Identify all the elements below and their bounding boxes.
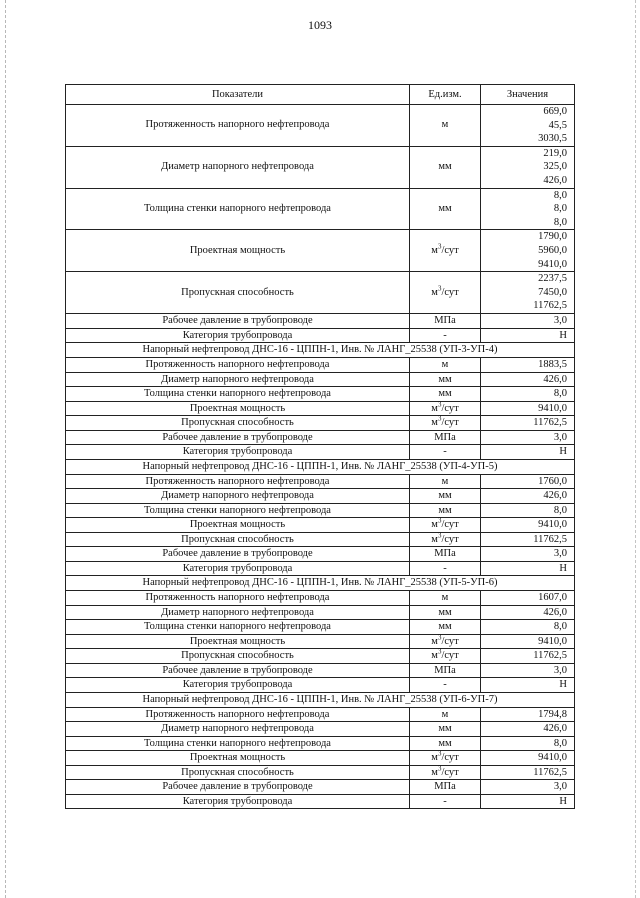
- unit-cell: м: [410, 707, 481, 722]
- header-unit: Ед.изм.: [410, 85, 481, 105]
- table-row: [66, 430, 575, 445]
- value-cell: 426,0: [481, 372, 575, 387]
- table-row: [66, 678, 575, 693]
- unit-cell: $м^3$/сут: [410, 532, 481, 547]
- unit-cell: мм: [410, 146, 481, 188]
- indicator-name: Рабочее давление в трубопроводе: [66, 430, 410, 445]
- value-cell: 11762,5: [481, 532, 575, 547]
- value-cell: 1794,8: [481, 707, 575, 722]
- indicator-name: Проектная мощность: [66, 518, 410, 533]
- values-cell: [481, 328, 575, 343]
- unit-cell: -: [410, 328, 481, 343]
- table-row: [66, 503, 575, 518]
- indicator-name: Пропускная способность: [66, 272, 410, 314]
- value-line: 669,0: [543, 106, 567, 117]
- unit-cell: МПа: [410, 313, 481, 328]
- group-row: [66, 146, 575, 188]
- group-row: [66, 230, 575, 272]
- indicator-name: Протяженность напорного нефтепровода: [66, 105, 410, 147]
- unit-cell: м: [410, 474, 481, 489]
- value-cell: Н: [481, 445, 575, 460]
- indicator-name: Рабочее давление в трубопроводе: [66, 663, 410, 678]
- unit-cell: $м^3$/сут: [410, 416, 481, 431]
- indicator-name: Толщина стенки напорного нефтепровода: [66, 503, 410, 518]
- value-line: 9410,0: [538, 258, 567, 270]
- value-cell: Н: [481, 678, 575, 693]
- unit-cell: мм: [410, 620, 481, 635]
- unit-cell: $м^3$/сут: [410, 518, 481, 533]
- unit-cell: мм: [410, 736, 481, 751]
- indicator-name: Категория трубопровода: [66, 561, 410, 576]
- value-cell: 3,0: [481, 780, 575, 795]
- section-title-row: [66, 576, 575, 591]
- group-row: [66, 272, 575, 314]
- value-cell: 9410,0: [481, 751, 575, 766]
- indicator-name: Толщина стенки напорного нефтепровода: [66, 736, 410, 751]
- indicator-name: Категория трубопровода: [66, 328, 410, 343]
- indicator-name: Проектная мощность: [66, 634, 410, 649]
- value-cell: 426,0: [481, 605, 575, 620]
- value-line: 325,0: [543, 161, 567, 173]
- table-row: [66, 605, 575, 620]
- indicator-name: Рабочее давление в трубопроводе: [66, 313, 410, 328]
- table-row: [66, 358, 575, 373]
- indicator-name: Толщина стенки напорного нефтепровода: [66, 188, 410, 230]
- section-title: Напорный нефтепровод ДНС-16 - ЦППН-1, Инв. № ЛАНГ_25538 (УП-3-УП-4): [66, 343, 575, 358]
- unit-cell: мм: [410, 605, 481, 620]
- value-line: 45,5: [548, 119, 567, 131]
- value-cell: Н: [481, 794, 575, 809]
- indicator-name: Рабочее давление в трубопроводе: [66, 780, 410, 795]
- indicator-name: Диаметр напорного нефтепровода: [66, 605, 410, 620]
- value-line: 3,0: [553, 314, 567, 326]
- value-cell: 3,0: [481, 663, 575, 678]
- value-line: 11762,5: [533, 300, 567, 312]
- section-title-row: [66, 343, 575, 358]
- table-row: [66, 445, 575, 460]
- value-cell: 9410,0: [481, 401, 575, 416]
- values-cell: [481, 313, 575, 328]
- value-line: Н: [559, 329, 567, 341]
- value-cell: 11762,5: [481, 765, 575, 780]
- table-row: [66, 489, 575, 504]
- values-cell: [481, 105, 575, 147]
- value-cell: 426,0: [481, 722, 575, 737]
- table-row: [66, 532, 575, 547]
- indicator-name: Диаметр напорного нефтепровода: [66, 146, 410, 188]
- table-row: [66, 634, 575, 649]
- value-line: 1790,0: [538, 231, 567, 243]
- indicator-name: Протяженность напорного нефтепровода: [66, 707, 410, 722]
- unit-cell: $м^3$/сут: [410, 230, 481, 272]
- unit-cell: МПа: [410, 663, 481, 678]
- value-cell: 1607,0: [481, 591, 575, 606]
- section-title: Напорный нефтепровод ДНС-16 - ЦППН-1, Инв. № ЛАНГ_25538 (УП-6-УП-7): [66, 692, 575, 707]
- unit-cell: $м^3$/сут: [410, 272, 481, 314]
- table-row: [66, 372, 575, 387]
- unit-cell: $м^3$/сут: [410, 765, 481, 780]
- values-cell: [481, 146, 575, 188]
- value-cell: 11762,5: [481, 416, 575, 431]
- indicator-name: Рабочее давление в трубопроводе: [66, 547, 410, 562]
- unit-cell: $м^3$/сут: [410, 634, 481, 649]
- value-cell: 1760,0: [481, 474, 575, 489]
- table-row: [66, 387, 575, 402]
- value-line: 219,0: [543, 147, 567, 159]
- unit-cell: МПа: [410, 430, 481, 445]
- table-row: [66, 474, 575, 489]
- indicator-name: Пропускная способность: [66, 416, 410, 431]
- table-row: [66, 591, 575, 606]
- table-row: [66, 401, 575, 416]
- table-row: [66, 620, 575, 635]
- value-line: 3030,5: [538, 133, 567, 145]
- value-line: 8,0: [553, 216, 567, 228]
- table-header-row: [66, 85, 575, 105]
- unit-cell: -: [410, 561, 481, 576]
- scan-edge-left: [5, 0, 7, 898]
- value-line: 7450,0: [538, 286, 567, 298]
- unit-cell: МПа: [410, 780, 481, 795]
- table-row: [66, 780, 575, 795]
- scan-edge-right: [635, 0, 637, 898]
- indicator-name: Проектная мощность: [66, 230, 410, 272]
- indicator-name: Категория трубопровода: [66, 794, 410, 809]
- indicator-name: Протяженность напорного нефтепровода: [66, 358, 410, 373]
- value-cell: Н: [481, 561, 575, 576]
- value-cell: 426,0: [481, 489, 575, 504]
- unit-cell: м: [410, 358, 481, 373]
- value-cell: 11762,5: [481, 649, 575, 664]
- group-row: [66, 328, 575, 343]
- value-cell: 8,0: [481, 620, 575, 635]
- table-row: [66, 561, 575, 576]
- table-body: [66, 85, 575, 809]
- table-row: [66, 722, 575, 737]
- value-cell: 9410,0: [481, 634, 575, 649]
- value-line: 8,0: [553, 203, 567, 215]
- value-cell: 9410,0: [481, 518, 575, 533]
- indicator-name: Категория трубопровода: [66, 445, 410, 460]
- unit-cell: мм: [410, 722, 481, 737]
- value-cell: 1883,5: [481, 358, 575, 373]
- table-row: [66, 663, 575, 678]
- unit-cell: м: [410, 591, 481, 606]
- indicator-name: Диаметр напорного нефтепровода: [66, 489, 410, 504]
- indicator-name: Пропускная способность: [66, 649, 410, 664]
- group-row: [66, 188, 575, 230]
- value-cell: 8,0: [481, 387, 575, 402]
- indicator-name: Диаметр напорного нефтепровода: [66, 722, 410, 737]
- table-row: [66, 518, 575, 533]
- indicator-name: Протяженность напорного нефтепровода: [66, 591, 410, 606]
- indicator-name: Протяженность напорного нефтепровода: [66, 474, 410, 489]
- table-row: [66, 416, 575, 431]
- indicator-name: Пропускная способность: [66, 532, 410, 547]
- page-number: 1093: [308, 18, 332, 32]
- value-line: 2237,5: [538, 273, 567, 285]
- values-cell: [481, 230, 575, 272]
- header-values: Значения: [481, 85, 575, 105]
- unit-cell: м: [410, 105, 481, 147]
- unit-cell: $м^3$/сут: [410, 649, 481, 664]
- value-line: 8,0: [553, 189, 567, 201]
- table-row: [66, 649, 575, 664]
- unit-cell: мм: [410, 188, 481, 230]
- section-title: Напорный нефтепровод ДНС-16 - ЦППН-1, Инв. № ЛАНГ_25538 (УП-4-УП-5): [66, 459, 575, 474]
- unit-cell: -: [410, 678, 481, 693]
- unit-cell: мм: [410, 387, 481, 402]
- table-row: [66, 794, 575, 809]
- indicator-name: Проектная мощность: [66, 751, 410, 766]
- table-row: [66, 707, 575, 722]
- unit-cell: $м^3$/сут: [410, 751, 481, 766]
- unit-cell: -: [410, 445, 481, 460]
- values-cell: [481, 272, 575, 314]
- table-row: [66, 751, 575, 766]
- value-cell: 8,0: [481, 503, 575, 518]
- indicator-name: Толщина стенки напорного нефтепровода: [66, 387, 410, 402]
- indicator-name: Проектная мощность: [66, 401, 410, 416]
- value-line: 5960,0: [538, 244, 567, 256]
- section-title-row: [66, 459, 575, 474]
- value-cell: 3,0: [481, 430, 575, 445]
- indicator-name: Диаметр напорного нефтепровода: [66, 372, 410, 387]
- indicator-name: Толщина стенки напорного нефтепровода: [66, 620, 410, 635]
- unit-cell: $м^3$/сут: [410, 401, 481, 416]
- unit-cell: мм: [410, 372, 481, 387]
- group-row: [66, 313, 575, 328]
- table-row: [66, 736, 575, 751]
- pipeline-parameters-table: [65, 84, 575, 809]
- values-cell: [481, 188, 575, 230]
- table-row: [66, 547, 575, 562]
- table-row: [66, 765, 575, 780]
- unit-cell: МПа: [410, 547, 481, 562]
- unit-cell: мм: [410, 489, 481, 504]
- value-cell: 3,0: [481, 547, 575, 562]
- unit-cell: мм: [410, 503, 481, 518]
- unit-cell: -: [410, 794, 481, 809]
- header-indicators: Показатели: [66, 85, 410, 105]
- value-line: 426,0: [543, 174, 567, 186]
- group-row: [66, 105, 575, 147]
- section-title: Напорный нефтепровод ДНС-16 - ЦППН-1, Инв. № ЛАНГ_25538 (УП-5-УП-6): [66, 576, 575, 591]
- indicator-name: Категория трубопровода: [66, 678, 410, 693]
- value-cell: 8,0: [481, 736, 575, 751]
- indicator-name: Пропускная способность: [66, 765, 410, 780]
- section-title-row: [66, 692, 575, 707]
